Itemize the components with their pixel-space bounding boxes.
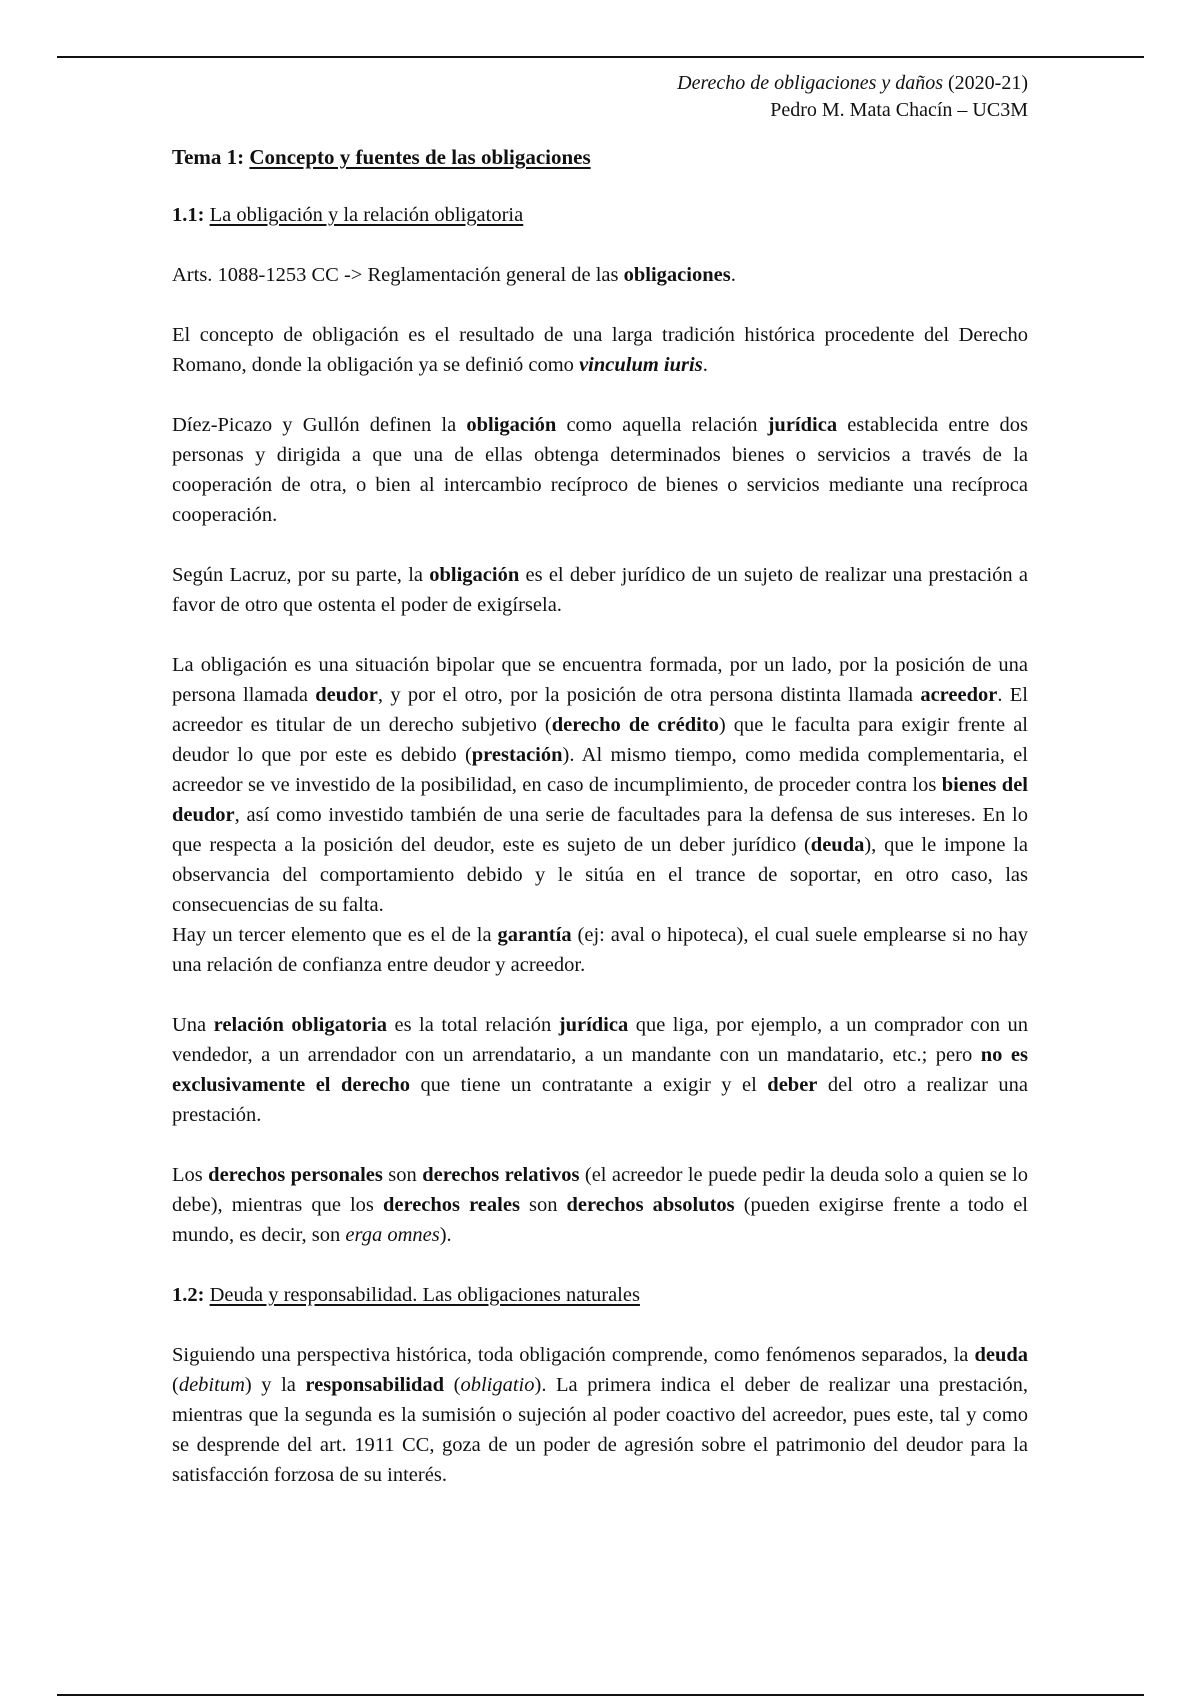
section-1-1-heading [172, 200, 1028, 230]
paragraph-derechos: Los derechos personales son derechos relativos (el acreedor le puede pedir la deuda solo a quien se lo debe), mientras que los derechos reales son derechos absolutos (pueden exigirse frente a todo el mundo, es decir, son erga omnes). [172, 1164, 1029, 1246]
topic-title-text: Concepto y fuentes de las obligaciones [249, 145, 591, 169]
course-title: Derecho de obligaciones y daños [677, 72, 944, 94]
section-1-1-number: 1.1: [172, 204, 205, 226]
paragraph-relacion-obligatoria: Una relación obligatoria es la total relación jurídica que liga, por ejemplo, a un comprador con un vendedor, a un arrendador con un arrendatario, a un mandante con un mandatario, etc.; pero no es exclusivamente el derecho que tiene un contratante a exigir y el deber del otro a realizar una prestación. [172, 1014, 1028, 1126]
course-year: (2020-21) [948, 72, 1028, 94]
header-author: Pedro M. Mata Chacín – UC3M [770, 99, 1028, 121]
topic-label: Tema 1: [172, 145, 245, 169]
section-1-2-number: 1.2: [172, 1284, 205, 1306]
document-body [172, 142, 1028, 1520]
paragraph-lacruz: Según Lacruz, por su parte, la obligación es el deber jurídico de un sujeto de realizar una prestación a favor de otro que ostenta el poder de exigírsela. [172, 564, 1029, 616]
paragraph-bipolar: La obligación es una situación bipolar que se encuentra formada, por un lado, por la posición de una persona llamada deudor, y por el otro, por la posición de otra persona distinta llamada acreedor. El acreedor es titular de un derecho subjetivo (derecho de crédito) que le faculta para exigir frente al deudor lo que por este es debido (prestación). Al mismo tiempo, como medida complementaria, el acreedor se ve investido de la posibilidad, en caso de incumplimiento, de proceder contra los bienes del deudor, así como investido también de una serie de facultades para la defensa de sus intereses. En lo que respecta a la posición del deudor, este es sujeto de un deber jurídico (deuda), que le impone la observancia del comportamiento debido y le sitúa en el trance de soportar, en otro caso, las consecuencias de su falta. [172, 654, 1029, 916]
top-rule [57, 56, 1144, 58]
topic-title [172, 142, 1028, 172]
paragraph-guarantee: Hay un tercer elemento que es el de la garantía (ej: aval o hipoteca), el cual suele emplearse si no hay una relación de confianza entre deudor y acreedor. [172, 924, 1028, 976]
header-course-line [677, 70, 1028, 97]
paragraph-articles: Arts. 1088-1253 CC -> Reglamentación general de las obligaciones. [172, 264, 736, 286]
paragraph-diez-picazo: Díez-Picazo y Gullón definen la obligación como aquella relación jurídica establecida entre dos personas y dirigida a que una de ellas obtenga determinados bienes o servicios a través de la cooperación de otra, o bien al intercambio recíproco de bienes o servicios mediante una recíproca cooperación. [172, 414, 1028, 526]
section-1-2-heading [172, 1280, 1028, 1310]
paragraph-concept: El concepto de obligación es el resultado de una larga tradición histórica procedente del Derecho Romano, donde la obligación ya se definió como vinculum iuris. [172, 324, 1028, 376]
paragraph-deuda-responsabilidad: Siguiendo una perspectiva histórica, toda obligación comprende, como fenómenos separados, la deuda (debitum) y la responsabilidad (obligatio). La primera indica el deber de realizar una prestación, mientras que la segunda es la sumisión o sujeción al poder coactivo del acreedor, pues este, tal y como se desprende del art. 1911 CC, goza de un poder de agresión sobre el patrimonio del deudor para la satisfacción forzosa de su interés. [172, 1344, 1028, 1486]
page-header [677, 70, 1028, 124]
section-1-2-title: Deuda y responsabilidad. Las obligaciones naturales [209, 1284, 640, 1306]
bottom-rule [57, 1694, 1144, 1696]
section-1-1-title: La obligación y la relación obligatoria [209, 204, 524, 226]
